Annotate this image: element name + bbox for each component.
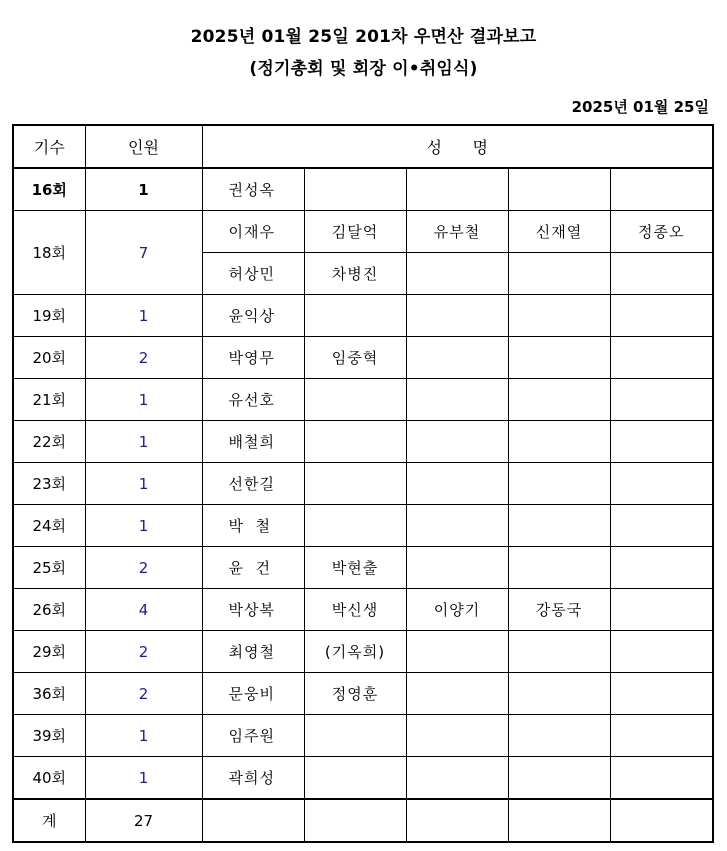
table-row	[13, 211, 713, 253]
name-cell: 허상민	[202, 253, 304, 295]
name-cell	[610, 168, 713, 211]
generation-cell: 36회	[13, 673, 85, 715]
name-cell	[304, 463, 406, 505]
name-cell	[406, 168, 508, 211]
name-cell: (기옥희)	[304, 631, 406, 673]
generation-cell: 40회	[13, 757, 85, 800]
name-cell: 윤익상	[202, 295, 304, 337]
name-cell	[406, 253, 508, 295]
count-cell: 1	[85, 715, 202, 757]
header-names-label: 성 명	[426, 138, 488, 157]
table-body	[13, 168, 713, 799]
name-cell: 윤 건	[202, 547, 304, 589]
table-row	[13, 715, 713, 757]
generation-cell: 20회	[13, 337, 85, 379]
count-cell: 1	[85, 295, 202, 337]
name-cell	[508, 295, 610, 337]
generation-cell: 29회	[13, 631, 85, 673]
name-cell: 신재열	[508, 211, 610, 253]
name-cell	[304, 715, 406, 757]
generation-cell: 25회	[13, 547, 85, 589]
name-cell	[508, 715, 610, 757]
name-cell: 권성옥	[202, 168, 304, 211]
name-cell	[610, 463, 713, 505]
name-cell	[610, 589, 713, 631]
total-label: 계	[13, 799, 85, 842]
name-cell	[406, 547, 508, 589]
name-cell: 박상복	[202, 589, 304, 631]
table-row	[13, 589, 713, 631]
table-row	[13, 168, 713, 211]
table-row	[13, 631, 713, 673]
total-empty-cell	[202, 799, 304, 842]
table-row	[13, 547, 713, 589]
name-cell: 최영철	[202, 631, 304, 673]
generation-cell: 19회	[13, 295, 85, 337]
count-cell: 1	[85, 757, 202, 800]
table-row	[13, 505, 713, 547]
name-cell: 정영훈	[304, 673, 406, 715]
header-names	[202, 125, 713, 168]
total-empty-cell	[610, 799, 713, 842]
name-cell	[610, 631, 713, 673]
name-cell: 정종오	[610, 211, 713, 253]
name-cell	[304, 295, 406, 337]
table-row	[13, 421, 713, 463]
name-cell: 임주원	[202, 715, 304, 757]
name-cell: 박 철	[202, 505, 304, 547]
generation-cell: 24회	[13, 505, 85, 547]
name-cell	[610, 295, 713, 337]
total-row	[13, 799, 713, 842]
name-cell	[508, 631, 610, 673]
name-cell	[610, 715, 713, 757]
name-cell	[610, 505, 713, 547]
count-cell: 2	[85, 673, 202, 715]
name-cell: 이재우	[202, 211, 304, 253]
count-cell: 2	[85, 547, 202, 589]
name-cell	[610, 673, 713, 715]
attendance-table	[12, 124, 714, 843]
name-cell	[304, 379, 406, 421]
name-cell	[406, 421, 508, 463]
report-date: 2025년 01월 25일	[571, 98, 709, 116]
report-subtitle: (정기총회 및 회장 이•취임식)	[249, 59, 478, 79]
name-cell	[406, 631, 508, 673]
name-cell: 유부철	[406, 211, 508, 253]
name-cell	[508, 757, 610, 800]
count-cell: 7	[85, 211, 202, 295]
name-cell: 강동국	[508, 589, 610, 631]
name-cell	[406, 463, 508, 505]
header-count: 인원	[85, 125, 202, 168]
name-cell	[406, 337, 508, 379]
name-cell: 선한길	[202, 463, 304, 505]
name-cell	[610, 337, 713, 379]
name-cell: 곽희성	[202, 757, 304, 800]
name-cell: 이양기	[406, 589, 508, 631]
generation-cell: 21회	[13, 379, 85, 421]
name-cell: 유선호	[202, 379, 304, 421]
name-cell	[508, 673, 610, 715]
name-cell: 김달억	[304, 211, 406, 253]
name-cell	[508, 505, 610, 547]
name-cell	[508, 337, 610, 379]
generation-cell: 22회	[13, 421, 85, 463]
name-cell: 박현출	[304, 547, 406, 589]
count-cell: 1	[85, 168, 202, 211]
count-cell: 2	[85, 631, 202, 673]
name-cell	[406, 295, 508, 337]
name-cell	[304, 505, 406, 547]
count-cell: 2	[85, 337, 202, 379]
name-cell	[508, 168, 610, 211]
name-cell	[508, 253, 610, 295]
name-cell: 배철희	[202, 421, 304, 463]
name-cell	[610, 253, 713, 295]
table-row	[13, 463, 713, 505]
generation-cell: 23회	[13, 463, 85, 505]
name-cell	[610, 547, 713, 589]
generation-cell: 16회	[13, 168, 85, 211]
name-cell	[610, 379, 713, 421]
name-cell: 박신생	[304, 589, 406, 631]
header-generation: 기수	[13, 125, 85, 168]
count-cell: 1	[85, 379, 202, 421]
name-cell	[406, 673, 508, 715]
generation-cell: 39회	[13, 715, 85, 757]
name-cell	[508, 421, 610, 463]
name-cell: 임중혁	[304, 337, 406, 379]
name-cell: 차병진	[304, 253, 406, 295]
name-cell: 박영무	[202, 337, 304, 379]
count-cell: 1	[85, 463, 202, 505]
report-title: 2025년 01월 25일 201차 우면산 결과보고	[190, 27, 537, 47]
table-row	[13, 379, 713, 421]
name-cell	[610, 757, 713, 800]
name-cell	[406, 505, 508, 547]
generation-cell: 18회	[13, 211, 85, 295]
table-row	[13, 673, 713, 715]
name-cell	[508, 379, 610, 421]
total-empty-cell	[508, 799, 610, 842]
count-cell: 4	[85, 589, 202, 631]
count-cell: 1	[85, 421, 202, 463]
table-row	[13, 757, 713, 800]
name-cell	[304, 757, 406, 800]
name-cell	[406, 379, 508, 421]
count-cell: 1	[85, 505, 202, 547]
name-cell	[508, 547, 610, 589]
name-cell	[304, 421, 406, 463]
total-empty-cell	[406, 799, 508, 842]
generation-cell: 26회	[13, 589, 85, 631]
total-count: 27	[85, 799, 202, 842]
name-cell	[406, 757, 508, 800]
name-cell	[406, 715, 508, 757]
name-cell	[304, 168, 406, 211]
table-header-row	[13, 125, 713, 168]
total-empty-cell	[304, 799, 406, 842]
name-cell	[508, 463, 610, 505]
name-cell	[610, 421, 713, 463]
name-cell: 문웅비	[202, 673, 304, 715]
table-row	[13, 337, 713, 379]
table-row	[13, 295, 713, 337]
